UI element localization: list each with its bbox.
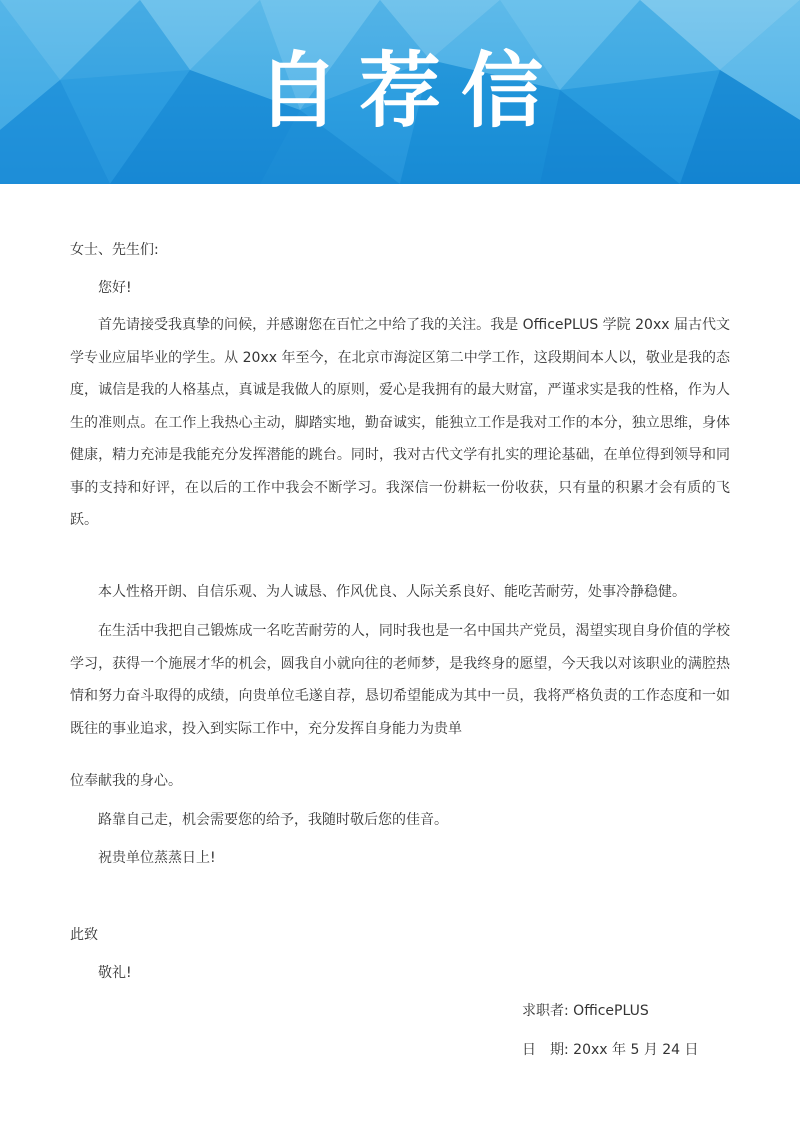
applicant-name: OfficePLUS xyxy=(573,1003,649,1019)
date-value: 20xx 年 5 月 24 日 xyxy=(573,1042,699,1058)
applicant-signature xyxy=(522,1001,649,1021)
salutation: 女士、先生们: xyxy=(70,242,159,258)
page-title: 自荐信 xyxy=(256,44,563,139)
paragraph-aspiration: 在生活中我把自己锻炼成一名吃苦耐劳的人，同时我也是一名中国共产党员，渴望实现自身价值的学校学习，获得一个施展才华的机会，圆我自小就向往的老师梦，是我终身的愿望，今天我以对该职业的满腔热情和努力奋斗取得的成绩，向贵单位毛遂自荐，恳切希望能成为其中一员，我将严格负责的工作态度和一如既往的事业追求，投入到实际工作中，充分发挥自身能力为贵单 xyxy=(70,623,730,737)
paragraph-wishes: 祝贵单位蒸蒸日上! xyxy=(98,850,216,866)
closing: 此致 xyxy=(70,927,98,943)
applicant-label: 求职者: xyxy=(522,1003,569,1019)
signature-date xyxy=(522,1040,699,1060)
greeting: 您好! xyxy=(98,280,132,296)
paragraph-intro: 首先请接受我真挚的问候，并感谢您在百忙之中给了我的关注。我是 OfficePLUS 学院 20xx 届古代文学专业应届毕业的学生。从 20xx 年至今，在北京市海淀区第二中学工作，这段期间本人以，敬业是我的态度，诚信是我的人格基点，真诚是我做人的原则，爱心是我拥有的最大财富，严谨求实是我的性格，作为人生的准则点。在工作上我热心主动，脚踏实地，勤奋诚实，能独立工作是我对工作的本分，独立思维，身体健康，精力充沛是我能充分发挥潜能的跳台。同时，我对古代文学有扎实的理论基础，在单位得到领导和同事的支持和好评，在以后的工作中我会不断学习。我深信一份耕耘一份收获，只有量的积累才会有质的飞跃。 xyxy=(70,317,730,528)
paragraph-personality: 本人性格开朗、自信乐观、为人诚恳、作风优良、人际关系良好、能吃苦耐劳，处事冷静稳健。 xyxy=(98,584,686,600)
regards: 敬礼! xyxy=(98,965,132,981)
paragraph-expectation: 路靠自己走，机会需要您的给予，我随时敬后您的佳音。 xyxy=(98,812,448,828)
header-banner xyxy=(0,0,800,184)
paragraph-aspiration-tail: 位奉献我的身心。 xyxy=(70,773,182,789)
date-label: 日 期: xyxy=(522,1042,569,1058)
